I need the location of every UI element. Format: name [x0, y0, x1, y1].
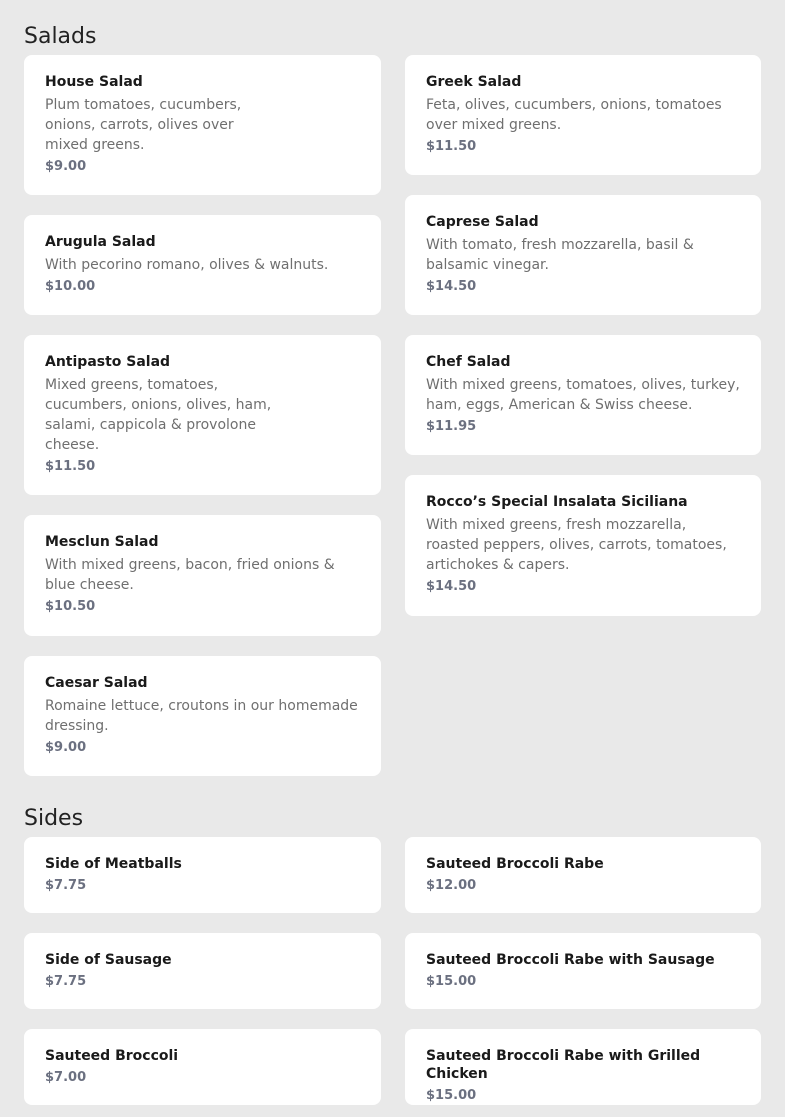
item-description: With mixed greens, tomatoes, olives, turkey, ham, eggs, American & Swiss cheese.	[426, 377, 740, 413]
item-price: $10.00	[45, 279, 96, 294]
item-price: $11.50	[45, 459, 96, 474]
menu-item-card[interactable]	[24, 1029, 381, 1105]
item-name: Caesar Salad	[45, 675, 148, 691]
menu-item-card[interactable]	[405, 55, 761, 175]
menu-item-card[interactable]	[24, 933, 381, 1009]
menu-item-card[interactable]	[24, 335, 381, 495]
item-price: $9.00	[45, 740, 87, 755]
section-title-sides: Sides	[24, 806, 84, 831]
item-price: $15.00	[426, 974, 477, 989]
item-name: Mesclun Salad	[45, 534, 159, 550]
item-name: Sauteed Broccoli Rabe	[426, 856, 604, 872]
item-price: $9.00	[45, 159, 87, 174]
item-description: Romaine lettuce, croutons in our homemade dressing.	[45, 698, 358, 734]
menu-item-card[interactable]	[405, 1029, 761, 1105]
item-name: Chef Salad	[426, 354, 511, 370]
menu-item-card[interactable]	[405, 933, 761, 1009]
menu-item-card[interactable]	[405, 837, 761, 913]
item-price: $10.50	[45, 599, 96, 614]
item-description: With mixed greens, bacon, fried onions & blue cheese.	[45, 557, 335, 593]
menu-item-card[interactable]	[405, 195, 761, 315]
item-name: House Salad	[45, 74, 143, 90]
item-name: Antipasto Salad	[45, 354, 171, 370]
item-description: With mixed greens, fresh mozzarella, roasted peppers, olives, carrots, tomatoes, artichokes & capers.	[426, 517, 727, 573]
item-name: Side of Meatballs	[45, 856, 182, 872]
item-name: Caprese Salad	[426, 214, 539, 230]
menu-item-card[interactable]	[24, 55, 381, 195]
item-description: Feta, olives, cucumbers, onions, tomatoes over mixed greens.	[426, 97, 722, 133]
item-name: Sauteed Broccoli	[45, 1048, 179, 1064]
menu-item-card[interactable]	[24, 837, 381, 913]
menu-item-card[interactable]	[405, 475, 761, 616]
item-name: Arugula Salad	[45, 234, 156, 250]
item-description: Mixed greens, tomatoes, cucumbers, onions, olives, ham, salami, cappicola & provolone cheese.	[45, 377, 272, 453]
item-name: Sauteed Broccoli Rabe with Grilled Chicken	[426, 1048, 701, 1082]
item-price: $14.50	[426, 579, 477, 594]
item-price: $14.50	[426, 279, 477, 294]
item-name: Side of Sausage	[45, 952, 172, 968]
item-price: $15.00	[426, 1088, 477, 1103]
section-title-salads: Salads	[24, 24, 97, 49]
item-price: $7.75	[45, 974, 87, 989]
item-price: $11.95	[426, 419, 477, 434]
item-price: $7.75	[45, 878, 87, 893]
item-description: With tomato, fresh mozzarella, basil & balsamic vinegar.	[426, 237, 694, 273]
item-price: $7.00	[45, 1070, 87, 1085]
menu-item-card[interactable]	[24, 515, 381, 636]
menu-item-card[interactable]	[24, 215, 381, 315]
item-name: Rocco’s Special Insalata Siciliana	[426, 494, 688, 510]
item-price: $12.00	[426, 878, 477, 893]
menu-item-card[interactable]	[405, 335, 761, 455]
menu-item-card[interactable]	[24, 656, 381, 776]
item-description: Plum tomatoes, cucumbers, onions, carrots, olives over mixed greens.	[45, 97, 242, 153]
item-name: Greek Salad	[426, 74, 522, 90]
item-name: Sauteed Broccoli Rabe with Sausage	[426, 952, 715, 968]
item-description: With pecorino romano, olives & walnuts.	[45, 257, 329, 273]
item-price: $11.50	[426, 139, 477, 154]
